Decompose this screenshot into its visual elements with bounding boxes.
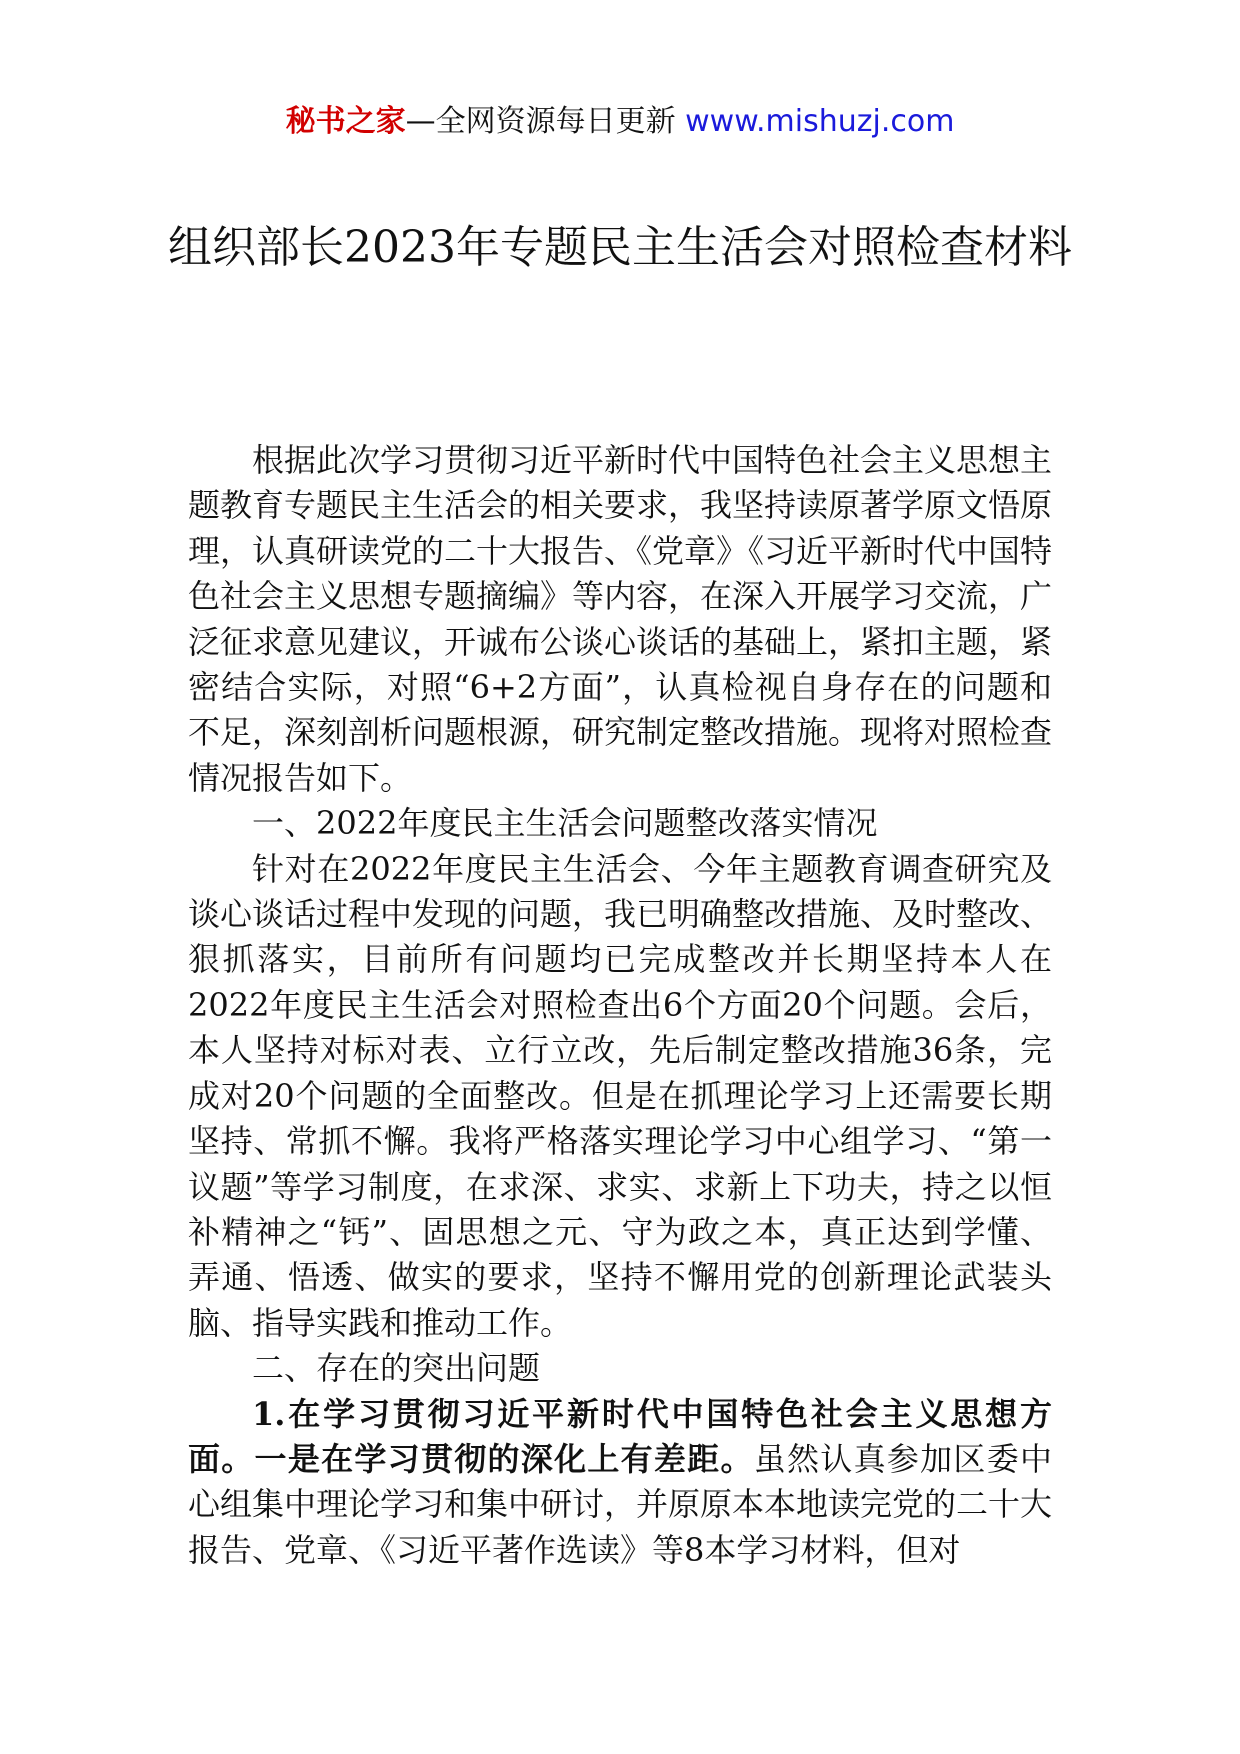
problem-heading-bold: 1.在学习贯彻习近平新时代中国特色社会主义思想方面。一是在学习贯彻的深化上有差距。 (188, 1394, 1052, 1478)
site-url-link[interactable]: www.mishuzj.com (685, 104, 955, 139)
problem-paragraph-1 (188, 1392, 1052, 1574)
site-header (0, 102, 1240, 142)
section-heading-2: 二、存在的突出问题 (252, 1349, 541, 1388)
section-heading-1: 一、2022年度民主生活会问题整改落实情况 (252, 804, 878, 843)
intro-paragraph: 根据此次学习贯彻习近平新时代中国特色社会主义思想主题教育专题民主生活会的相关要求，我坚持读原著学原文悟原理，认真研读党的二十大报告、《党章》《习近平新时代中国特色社会主义思想专题摘编》等内容，在深入开展学习交流，广泛征求意见建议，开诚布公谈心谈话的基础上，紧扣主题，紧密结合实际，对照“6+2方面”，认真检视自身存在的问题和不足，深刻剖析问题根源，研究制定整改措施。现将对照检查情况报告如下。 (188, 441, 1053, 797)
rectification-paragraph: 针对在2022年度民主生活会、今年主题教育调查研究及谈心谈话过程中发现的问题，我已明确整改措施、及时整改、狠抓落实，目前所有问题均已完成整改并长期坚持本人在2022年度民主生活会对照检查出6个方面20个问题。会后，本人坚持对标对表、立行立改，先后制定整改措施36条，完成对20个问题的全面整改。但是在抓理论学习上还需要长期坚持、常抓不懈。我将严格落实理论学习中心组学习、“第一议题”等学习制度，在求深、求实、求新上下功夫，持之以恒补精神之“钙”、固思想之元、守为政之本，真正达到学懂、弄通、悟透、做实的要求，坚持不懈用党的创新理论武装头脑、指导实践和推动工作。 (188, 849, 1053, 1342)
site-brand: 秘书之家 (285, 104, 406, 139)
document-body (188, 438, 1052, 1573)
site-slogan: —全网资源每日更新 (405, 104, 686, 139)
document-title: 组织部长2023年专题民主生活会对照检查材料 (168, 222, 1072, 273)
problem-text: 虽然认真参加区委中心组集中理论学习和集中研讨，并原原本本地读完党的二十大报告、党章、《习近平著作选读》等8本学习材料，但对 (188, 1439, 1053, 1569)
